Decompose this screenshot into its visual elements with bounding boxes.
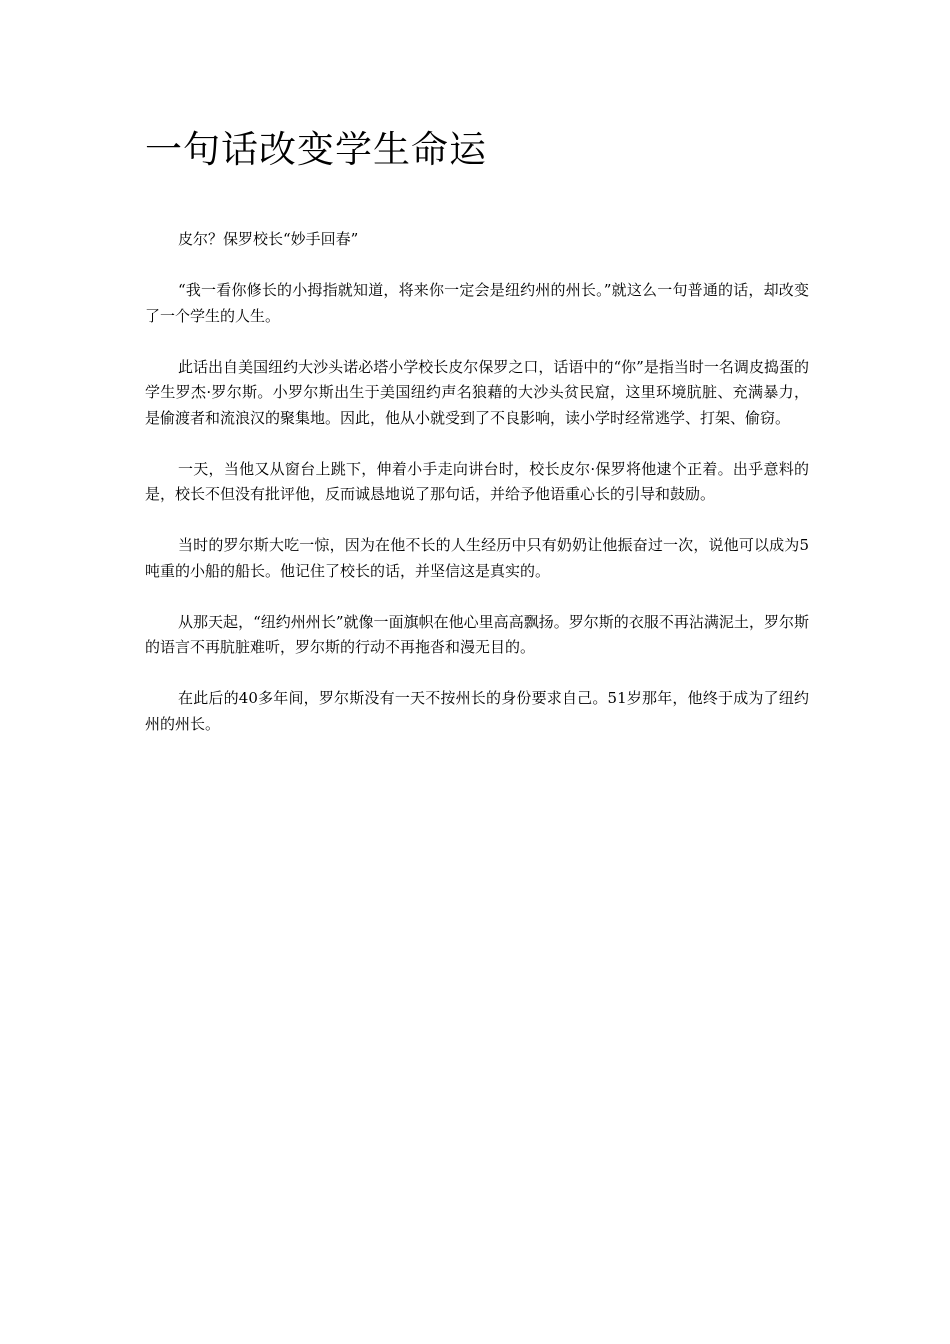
paragraph: 一天，当他又从窗台上跳下，伸着小手走向讲台时，校长皮尔·保罗将他逮个正着。出乎意料的是，校长不但没有批评他，反而诚恳地说了那句话，并给予他语重心长的引导和鼓励。	[145, 459, 809, 503]
paragraph: 在此后的40多年间，罗尔斯没有一天不按州长的身份要求自己。51岁那年，他终于成为了纽约州的州长。	[145, 689, 809, 733]
paragraph: 从那天起，“纽约州州长”就像一面旗帜在他心里高高飘扬。罗尔斯的衣服不再沾满泥土，罗尔斯的语言不再肮脏难听，罗尔斯的行动不再拖沓和漫无目的。	[145, 612, 809, 656]
paragraph: 当时的罗尔斯大吃一惊，因为在他不长的人生经历中只有奶奶让他振奋过一次，说他可以成为5吨重的小船的船长。他记住了校长的话，并坚信这是真实的。	[145, 536, 809, 580]
paragraph-subtitle: 皮尔？保罗校长“妙手回春”	[178, 230, 359, 248]
paragraph: “我一看你修长的小拇指就知道，将来你一定会是纽约州的州长。”就这么一句普通的话，却改变了一个学生的人生。	[145, 281, 809, 325]
paragraph: 此话出自美国纽约大沙头诺必塔小学校长皮尔保罗之口，话语中的“你”是指当时一名调皮捣蛋的学生罗杰·罗尔斯。小罗尔斯出生于美国纽约声名狼藉的大沙头贫民窟，这里环境肮脏、充满暴力，是偷渡者和流浪汉的聚集地。因此，他从小就受到了不良影响，读小学时经常逃学、打架、偷窃。	[145, 357, 809, 427]
document-page	[145, 0, 809, 1344]
document-title: 一句话改变学生命运	[145, 128, 487, 171]
document-body	[145, 227, 809, 737]
